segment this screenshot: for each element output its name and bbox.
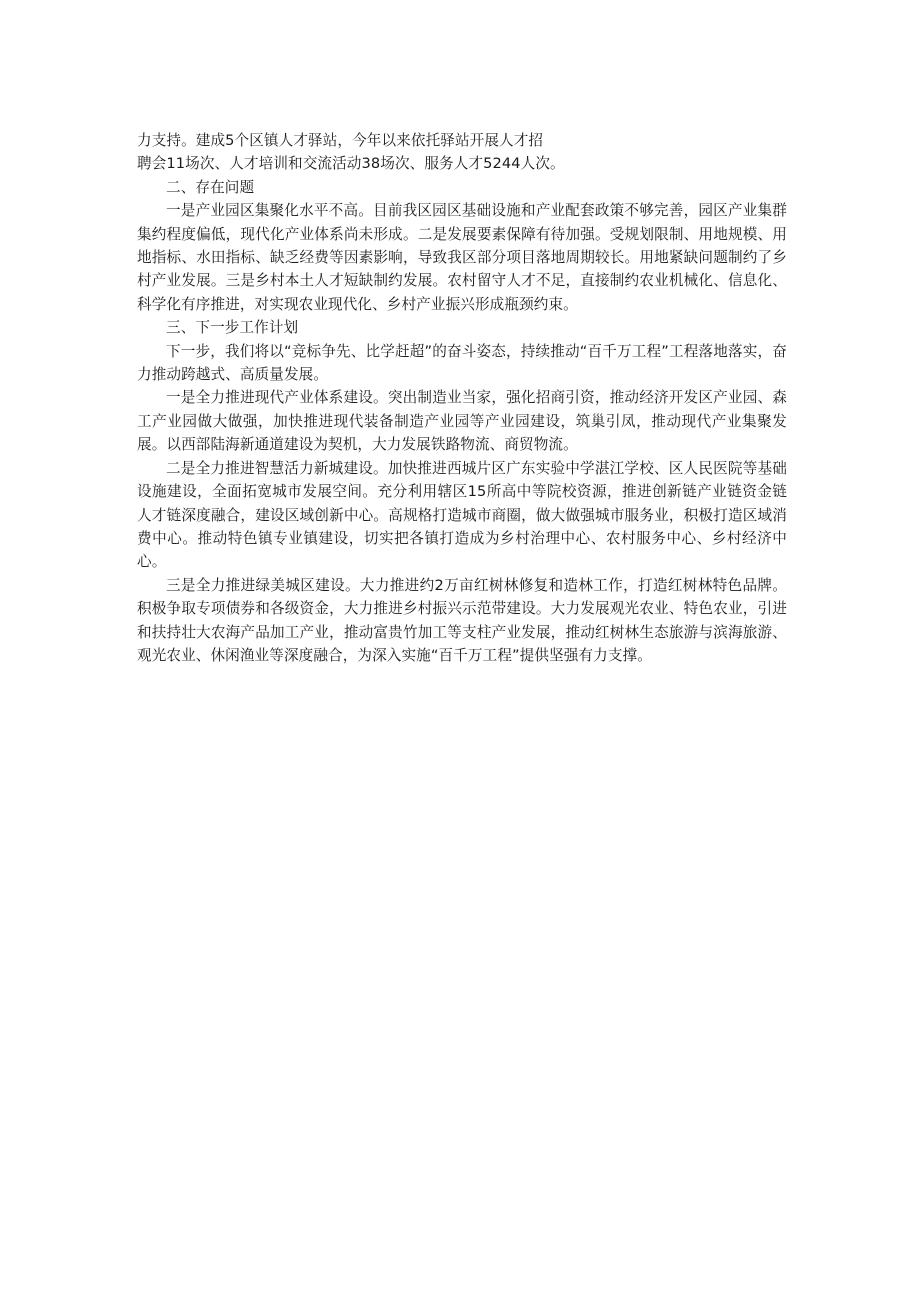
document-body <box>137 129 787 667</box>
section-2-paragraph-1: 一是产业园区集聚化水平不高。目前我区园区基础设施和产业配套政策不够完善，园区产业集群集约程度偏低，现代化产业体系尚未形成。二是发展要素保障有待加强。受规划限制、用地规模、用地指标、水田指标、缺乏经费等因素影响，导致我区部分项目落地周期较长。用地紧缺问题制约了乡村产业发展。三是乡村本土人才短缺制约发展。农村留守人才不足，直接制约农业机械化、信息化、科学化有序推进，对实现农业现代化、乡村产业振兴形成瓶颈约束。 <box>137 202 787 313</box>
section-3-heading: 三、下一步工作计划 <box>166 319 299 337</box>
section-3-paragraph-3: 二是全力推进智慧活力新城建设。加快推进西城片区广东实验中学湛江学校、区人民医院等基础设施建设，全面拓宽城市发展空间。充分利用辖区15所高中等院校资源，推进创新链产业链资金链人才链深度融合，建设区域创新中心。高规格打造城市商圈，做大做强城市服务业，积极打造区域消费中心。推动特色镇专业镇建设，切实把各镇打造成为乡村治理中心、农村服务中心、乡村经济中心。 <box>137 459 787 571</box>
section-2-heading: 二、存在问题 <box>166 178 255 196</box>
section-3-paragraph-2: 一是全力推进现代产业体系建设。突出制造业当家，强化招商引资，推动经济开发区产业园、森工产业园做大做强，加快推进现代装备制造产业园等产业园建设，筑巢引凤，推动现代产业集聚发展。以西部陆海新通道建设为契机，大力发展铁路物流、商贸物流。 <box>137 389 787 454</box>
section-3-paragraph-1: 下一步，我们将以“竞标争先、比学赶超”的奋斗姿态，持续推动“百千万工程”工程落地落实，奋力推动跨越式、高质量发展。 <box>137 342 787 384</box>
intro-line-2: 聘会11场次、人才培训和交流活动38场次、服务人才5244人次。 <box>137 155 565 173</box>
section-3-paragraph-4: 三是全力推进绿美城区建设。大力推进约2万亩红树林修复和造林工作，打造红树林特色品牌。积极争取专项债券和各级资金，大力推进乡村振兴示范带建设。大力发展观光农业、特色农业，引进和扶持壮大农海产品加工产业，推动富贵竹加工等支柱产业发展，推动红树林生态旅游与滨海旅游、观光农业、休闲渔业等深度融合，为深入实施“百千万工程”提供坚强有力支撑。 <box>137 576 787 664</box>
intro-line-1: 力支持。建成5个区镇人才驿站，今年以来依托驿站开展人才招 <box>137 132 544 149</box>
